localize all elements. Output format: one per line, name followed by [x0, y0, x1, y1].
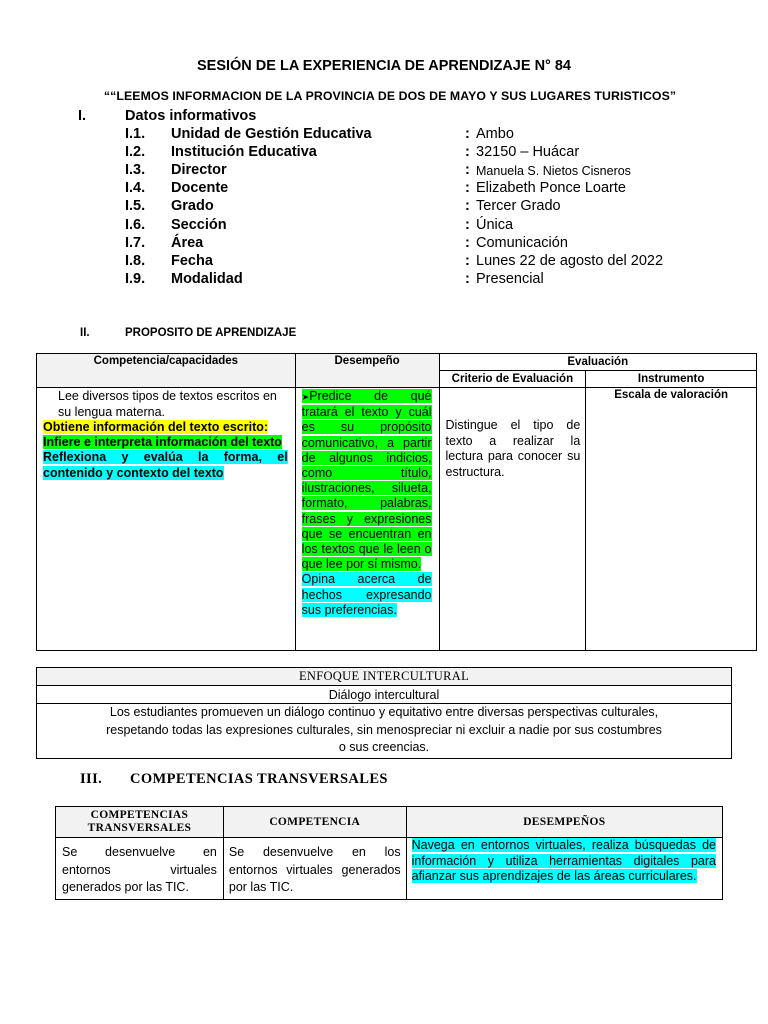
- section1-title: Datos informativos: [125, 108, 257, 124]
- info-row: [0, 126, 768, 144]
- transversal-col1-text: Se desenvuelve en entornos virtuales generados por las TIC.: [62, 845, 217, 894]
- info-row-value: Elizabeth Ponce Loarte: [476, 180, 626, 197]
- page-subtitle: ““LEEMOS INFORMACION DE LA PROVINCIA DE DOS DE MAYO Y SUS LUGARES TURISTICOS”: [103, 89, 677, 103]
- info-row: [0, 180, 768, 198]
- info-row-number: I.7.: [125, 234, 146, 251]
- info-row-value: 32150 – Huácar: [476, 144, 580, 161]
- desempeno-cell: [295, 388, 439, 651]
- instrumento-cell: [586, 388, 757, 651]
- info-row-number: I.6.: [125, 216, 146, 233]
- capacidad-2-wrap: [43, 435, 288, 450]
- page-title: SESIÓN DE LA EXPERIENCIA DE APRENDIZAJE N° 84: [196, 58, 571, 74]
- purpose-table: [36, 353, 757, 651]
- info-row: [0, 271, 768, 289]
- info-row-separator: :: [465, 234, 470, 251]
- info-row-label: Director: [171, 162, 227, 179]
- info-row-separator: :: [465, 180, 470, 197]
- info-row-label: Grado: [171, 198, 214, 215]
- transversal-col2: [223, 838, 406, 900]
- desempeno-1-box: [302, 389, 432, 571]
- criterio-text: Distingue el tipo de texto a realizar la lectura para conocer su estructura.: [445, 418, 581, 479]
- info-row: [0, 235, 768, 253]
- transversal-col3-wrap: [412, 838, 716, 885]
- info-row-label: Modalidad: [171, 270, 243, 287]
- section1-number: I.: [78, 108, 87, 124]
- criterio-cell: [439, 388, 586, 651]
- transversal-col3-text: Navega en entornos virtuales, realiza búsquedas de información y utiliza herramientas digitales para afianzar sus aprendizajes de las áreas curriculares.: [411, 838, 716, 883]
- info-row-separator: :: [465, 198, 470, 215]
- enfoque-title: ENFOQUE INTERCULTURAL: [37, 668, 732, 686]
- info-row-label: Institución Educativa: [171, 144, 317, 161]
- info-row-separator: :: [465, 216, 470, 233]
- enfoque-line-2: respetando todas las expresiones culturales, sin menospreciar ni excluir a nadie por sus costumbres: [106, 722, 662, 737]
- transversal-col2-text: Se desenvuelve en los entornos virtuales generados por las TIC.: [228, 845, 401, 894]
- desempeno-2-wrap: [302, 572, 432, 618]
- info-row-number: I.9.: [125, 270, 146, 287]
- info-row-separator: :: [465, 270, 470, 287]
- enfoque-line-1: Los estudiantes promueven un diálogo continuo y equitativo entre diversas perspectivas culturales,: [109, 705, 659, 719]
- section2-title: PROPOSITO DE APRENDIZAJE: [125, 327, 297, 339]
- transversal-col3: [406, 838, 722, 900]
- transversal-col1: [56, 838, 224, 900]
- desempeno-2: Opina acerca de hechos expresando sus preferencias.: [301, 572, 432, 617]
- info-row-label: Área: [171, 234, 204, 251]
- header-instrumento: Instrumento: [586, 371, 757, 388]
- info-row: [0, 198, 768, 216]
- info-row: [0, 144, 768, 162]
- capacidad-1-wrap: [43, 420, 288, 435]
- info-row-number: I.8.: [125, 252, 146, 269]
- info-row: [0, 217, 768, 235]
- capacidad-2: Infiere e interpreta información del texto: [43, 435, 282, 450]
- info-row-number: I.5.: [125, 198, 146, 215]
- info-row-value: Lunes 22 de agosto del 2022: [476, 252, 664, 269]
- enfoque-table: [36, 667, 732, 759]
- info-row-number: I.1.: [125, 126, 146, 142]
- instrumento-text: Escala de valoración: [614, 389, 729, 401]
- info-row-value: Ambo: [476, 126, 514, 142]
- header-criterio: Criterio de Evaluación: [439, 371, 586, 388]
- info-row-separator: :: [465, 144, 470, 161]
- section3-number: III.: [80, 771, 103, 787]
- info-row-separator: :: [465, 126, 470, 142]
- header-competencia: Competencia/capacidades: [37, 354, 296, 388]
- info-row-value: Comunicación: [476, 234, 568, 251]
- section3-title: COMPETENCIAS TRANSVERSALES: [130, 771, 388, 787]
- competencia-main: Lee diversos tipos de textos escritos en su lengua materna.: [58, 389, 277, 419]
- info-row-label: Docente: [171, 180, 229, 197]
- info-row-value: Manuela S. Nietos Cisneros: [476, 164, 631, 179]
- desempeno-1: Predice de qué tratará el texto y cuál es su propósito comunicativo, a partir de algunos indicios, como título, ilustraciones, silueta, formato, palabras, frases y expresiones que se encuentran en los textos que le leen o que lee por sí mismo.: [301, 389, 432, 572]
- header-competencia: COMPETENCIA: [223, 807, 406, 838]
- enfoque-line-3: o sus creencias.: [338, 740, 430, 754]
- info-row-number: I.4.: [125, 180, 146, 197]
- bullet-arrow-icon: ➤: [301, 392, 310, 402]
- desempeno-1-wrap: [302, 389, 432, 572]
- enfoque-description: [37, 704, 732, 759]
- info-row: [0, 162, 768, 180]
- info-row-value: Presencial: [476, 270, 544, 287]
- capacidad-3: Reflexiona y evalúa la forma, el contenido y contexto del texto: [43, 450, 288, 480]
- transversal-table: [55, 806, 723, 900]
- capacidad-3-wrap: [43, 450, 288, 480]
- info-row-number: I.3.: [125, 162, 146, 179]
- info-row-separator: :: [465, 162, 470, 179]
- header-evaluacion: Evaluación: [439, 354, 756, 371]
- section2-number: II.: [80, 327, 90, 339]
- header-desempenos: DESEMPEÑOS: [406, 807, 722, 838]
- info-row-label: Sección: [171, 216, 227, 233]
- info-row-label: Fecha: [171, 252, 213, 269]
- header-desempeno: Desempeño: [295, 354, 439, 388]
- header-competencias-transversales: COMPETENCIAS TRANSVERSALES: [56, 807, 224, 838]
- info-row-value: Única: [476, 216, 514, 233]
- info-row-value: Tercer Grado: [476, 198, 561, 215]
- capacidad-1: Obtiene información del texto escrito:: [43, 420, 269, 434]
- info-row-number: I.2.: [125, 144, 146, 161]
- enfoque-subtitle: Diálogo intercultural: [37, 686, 732, 704]
- info-row-separator: :: [465, 252, 470, 269]
- competencia-cell: [37, 388, 296, 651]
- info-row-label: Unidad de Gestión Educativa: [171, 126, 372, 142]
- info-row: [0, 253, 768, 271]
